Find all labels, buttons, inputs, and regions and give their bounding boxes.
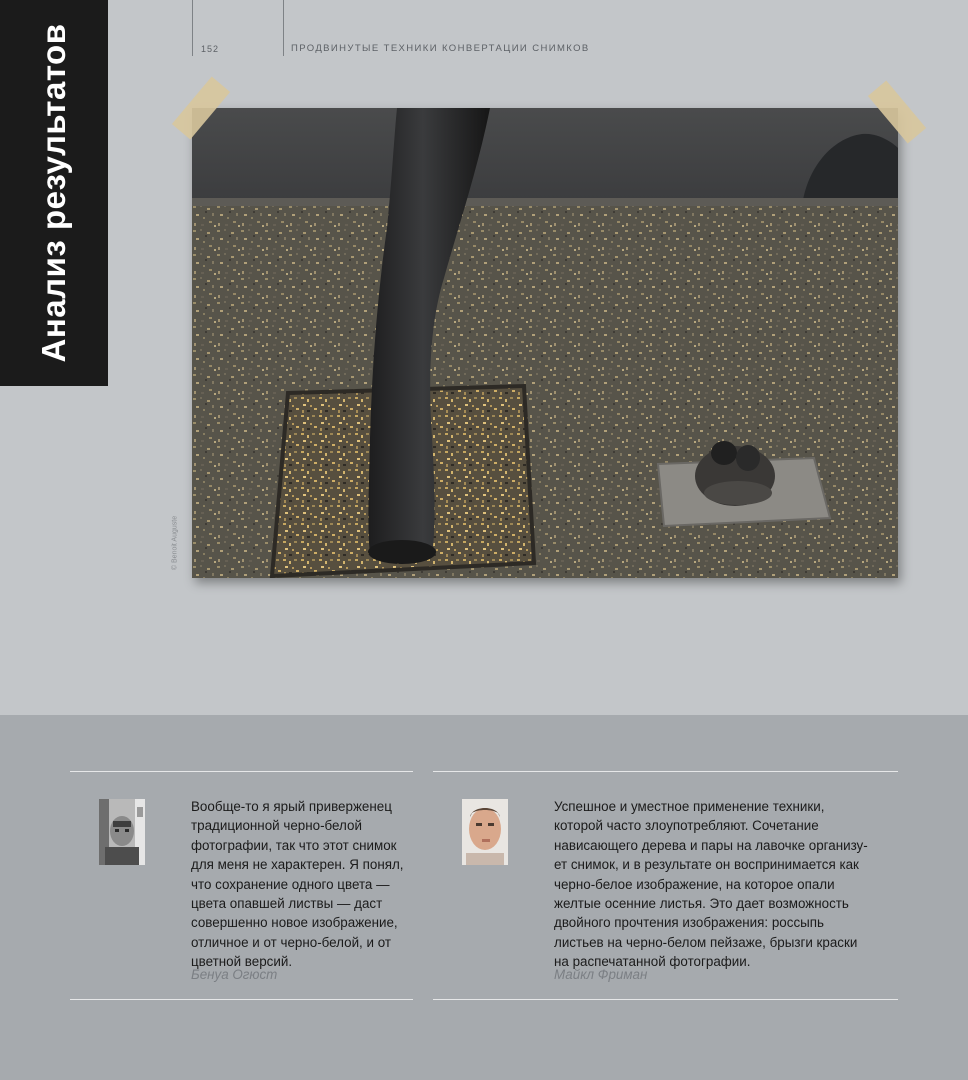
avatar-benoit-auguste	[99, 799, 145, 865]
comment-2-line: ет снимок, и в результате он воспринимается как	[554, 857, 859, 873]
comment-1-line: фотографии, так что этот снимок	[191, 837, 397, 853]
section-title-tab	[0, 0, 108, 386]
comment-1-line: для меня не характерен. Я понял,	[191, 857, 404, 873]
comment-2-line: листьев на черно-белом пейзаже, брызги краски	[554, 934, 858, 950]
photo-image	[192, 108, 898, 578]
comment-2-line: нависающего дерева и пары на лавочке организу-	[554, 837, 868, 853]
avatar-michael-freeman	[462, 799, 508, 865]
comment-author-1: Бенуа Огюст	[191, 967, 278, 982]
comment-1-line: традиционной черно-белой	[191, 818, 362, 834]
comment-text-2	[554, 797, 868, 972]
section-title: Анализ результатов	[35, 23, 72, 363]
divider-bottom-left	[70, 999, 413, 1000]
comment-2-line: черно-белое изображение, на которое опали	[554, 876, 835, 892]
photo-credit: © Benoit Auguste	[171, 515, 179, 571]
divider-bottom-right	[433, 999, 898, 1000]
comment-1-line: цвета опавшей листвы — даст	[191, 896, 383, 912]
comment-2-line: на распечатанной фотографии.	[554, 954, 751, 970]
comment-1-line: отличное и от черно-белой, и от	[191, 934, 391, 950]
comment-2-line: желтые осенние листья. Это дает возможность	[554, 896, 849, 912]
header-divider-right	[283, 0, 284, 56]
divider-top-right	[433, 771, 898, 772]
header-divider-left	[192, 0, 193, 56]
comment-author-2: Майкл Фриман	[554, 967, 648, 982]
running-head: ПРОДВИНУТЫЕ ТЕХНИКИ КОНВЕРТАЦИИ СНИМКОВ	[291, 43, 590, 54]
comment-1-line: что сохранение одного цвета —	[191, 876, 390, 892]
comment-2-line: Успешное и уместное применение техники,	[554, 799, 825, 814]
divider-top-left	[70, 771, 413, 772]
comment-1-line: Вообще-то я ярый приверженец	[191, 799, 392, 814]
comment-1-line: совершенно новое изображение,	[191, 915, 398, 931]
comment-1-line: цветной версий.	[191, 954, 293, 970]
comment-2-line: которой часто злоупотребляют. Сочетание	[554, 818, 819, 834]
comment-text-1	[191, 797, 404, 972]
photograph	[192, 108, 898, 578]
comment-2-line: двойного прочтения изображения: россыпь	[554, 915, 824, 931]
page-number: 152	[201, 44, 220, 54]
